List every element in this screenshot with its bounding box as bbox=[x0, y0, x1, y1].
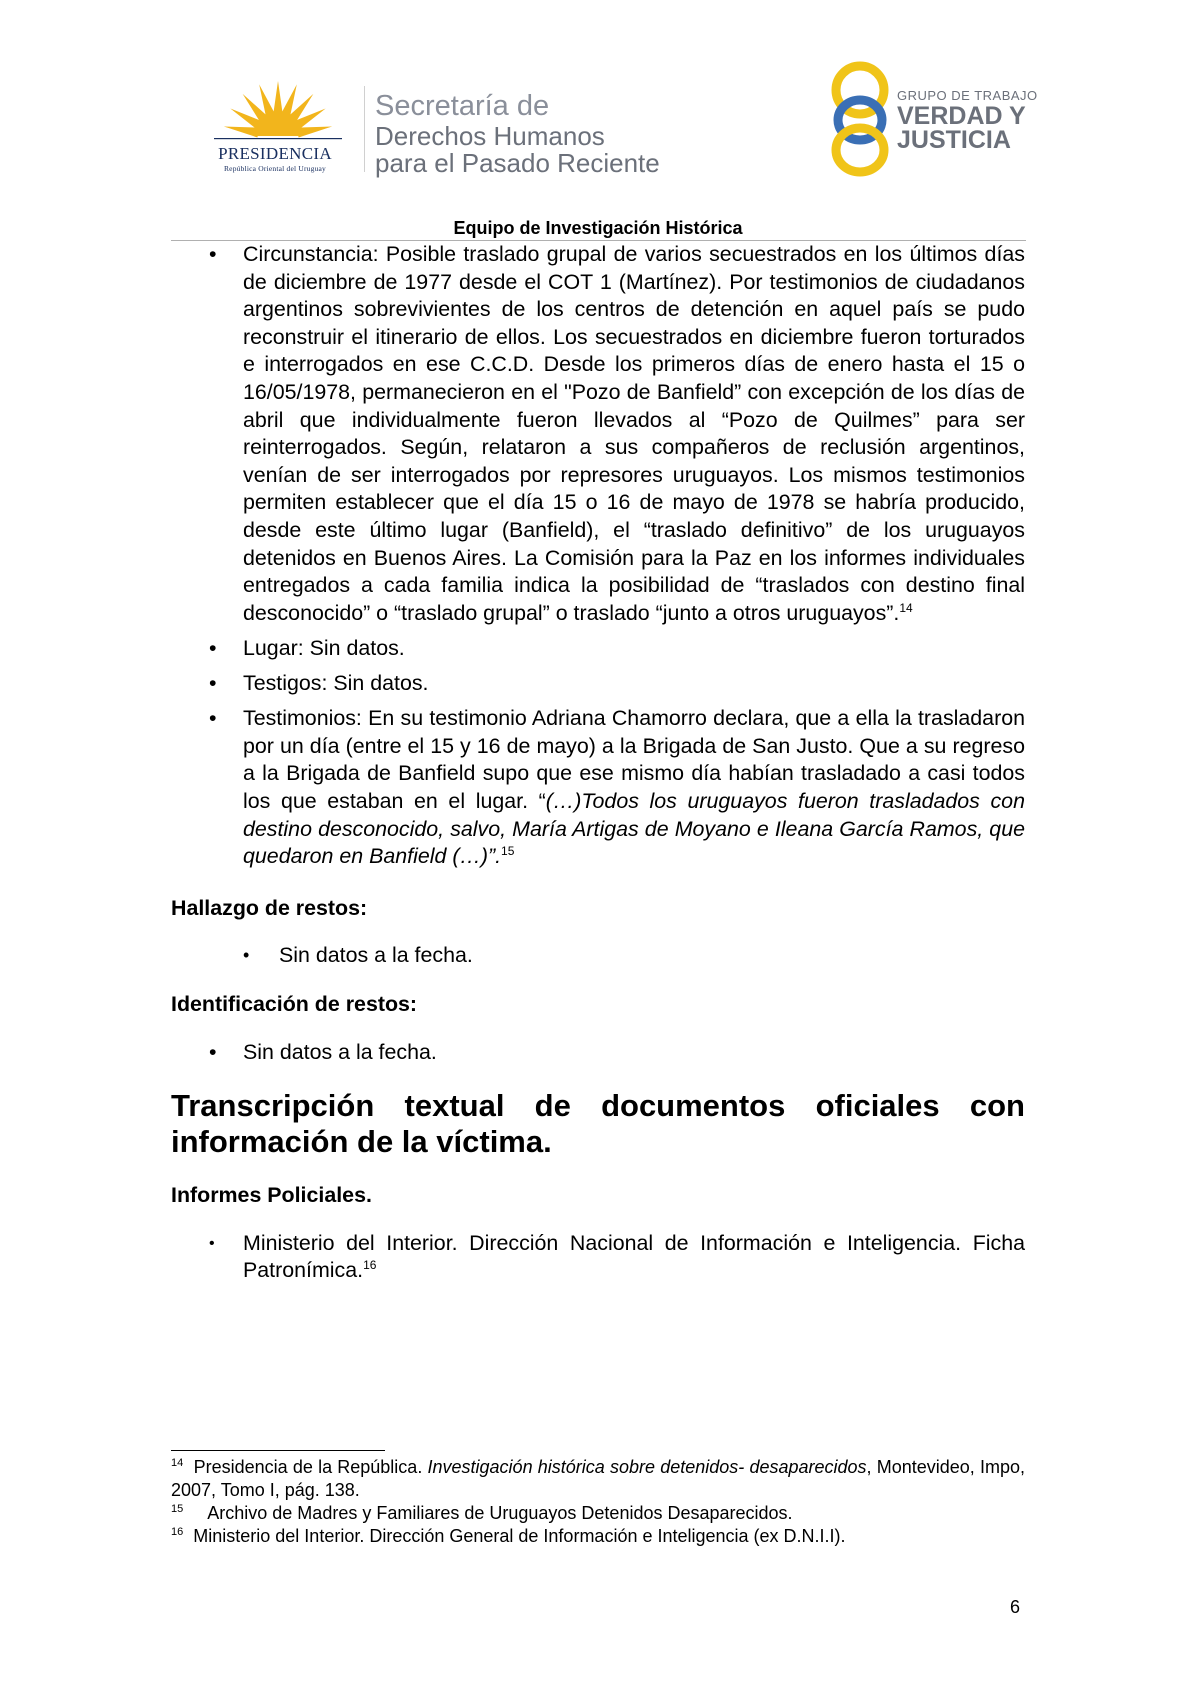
footnote-ref-15: 15 bbox=[501, 844, 515, 859]
footnote-15 bbox=[171, 1502, 1025, 1525]
lugar-text: Lugar: Sin datos. bbox=[243, 635, 405, 660]
transcripcion-heading: Transcripción textual de documentos oficiales con información de la víctima. bbox=[171, 1088, 1025, 1160]
bullet: • bbox=[209, 671, 217, 696]
hallazgo-item bbox=[171, 942, 1025, 970]
grupo-trabajo-label: GRUPO DE TRABAJO bbox=[897, 88, 1038, 103]
bullet: • bbox=[209, 635, 217, 660]
testimonios-quote: (…)Todos los uruguayos fueron trasladados con destino desconocido, salvo, María Artigas de Moyano e Ileana García Ramos, que quedaron en Banfield (…)”. bbox=[243, 789, 1025, 869]
footnote-14-text-a: Presidencia de la República. bbox=[193, 1457, 428, 1477]
list-item-testigos bbox=[171, 670, 1025, 698]
hallazgo-text: Sin datos a la fecha. bbox=[279, 943, 473, 968]
footnote-14 bbox=[171, 1456, 1025, 1502]
hallazgo-heading: Hallazgo de restos: bbox=[171, 895, 368, 920]
bullet: • bbox=[209, 706, 217, 731]
identificacion-item bbox=[171, 1039, 1025, 1067]
page-header bbox=[0, 0, 1190, 215]
logo-divider bbox=[364, 86, 365, 172]
testimonios-text: Testimonios: En su testimonio Adriana Chamorro declara, que a ella la trasladaron por un día (entre el 15 y 16 de mayo) a la Brigada de San Justo. Que a su regreso a la Brigada de Banfield supo que ese mismo día habían trasladado a casi todos los que estaban en el lugar. “ bbox=[243, 706, 1025, 814]
bullet: • bbox=[209, 1234, 215, 1252]
justicia-label: JUSTICIA bbox=[897, 126, 1011, 154]
page-number: 6 bbox=[1010, 1597, 1021, 1617]
chain-links-logo bbox=[820, 58, 900, 178]
footnote-ref-16: 16 bbox=[363, 1258, 377, 1273]
bullet: • bbox=[243, 945, 250, 966]
footnote-16-text: Ministerio del Interior. Dirección General de Información e Inteligencia (ex D.N.I.I). bbox=[193, 1526, 846, 1546]
footnote-14-number: 14 bbox=[171, 1457, 184, 1469]
informes-heading: Informes Policiales. bbox=[171, 1183, 372, 1208]
page-body bbox=[171, 241, 1025, 1285]
footnote-15-text: Archivo de Madres y Familiares de Uruguayos Detenidos Desaparecidos. bbox=[207, 1503, 793, 1523]
informes-item bbox=[171, 1230, 1025, 1285]
testigos-text: Testigos: Sin datos. bbox=[243, 671, 429, 696]
team-title: Equipo de Investigación Histórica bbox=[453, 218, 743, 238]
presidencia-wordmark: PRESIDENCIA bbox=[218, 144, 332, 163]
verdad-label: VERDAD Y bbox=[897, 102, 1026, 130]
footnote-separator bbox=[171, 1450, 385, 1451]
footnote-16 bbox=[171, 1525, 1025, 1548]
footnotes bbox=[171, 1456, 1025, 1548]
bullet: • bbox=[209, 1039, 217, 1064]
bullet: • bbox=[209, 242, 217, 266]
identificacion-text: Sin datos a la fecha. bbox=[243, 1039, 437, 1064]
footnote-16-number: 16 bbox=[171, 1526, 184, 1538]
footnote-ref-14: 14 bbox=[899, 600, 913, 615]
circunstancia-text: Circunstancia: Posible traslado grupal de varios secuestrados en los últimos días de diciembre de 1977 desde el COT 1 (Martínez). Por testimonios de ciudadanos argentinos sobrevivientes de los centros de detención en aquel país se pudo reconstruir el itinerario de ellos. Los secuestrados en diciembre fueron torturados e interrogados en ese C.C.D. Desde los primeros días de enero hasta el 15 o 16/05/1978, permanecieron en el "Pozo de Banfield” con excepción de los días de abril que individualmente fueron llevados al “Pozo de Quilmes” para ser reinterrogados. Según, relataron a sus compañeros de reclusión argentinos, venían de ser interrogados por represores uruguayos. Los mismos testimonios permiten establecer que el día 15 o 16 de mayo de 1978 se habría producido, desde este último lugar (Banfield), el “traslado definitivo” de los uruguayos detenidos en Buenos Aires. La Comisión para la Paz en los informes individuales entregados a cada familia indica la posibilidad de “traslados con destino final desconocido” o “traslado grupal” o traslado “junto a otros uruguayos”. bbox=[243, 242, 1025, 625]
footnote-14-text-b: , Montevideo, Impo, 2007, Tomo I, pág. 138. bbox=[171, 1457, 1025, 1500]
secretaria-line-2: Derechos Humanos bbox=[375, 121, 605, 151]
list-item-lugar bbox=[171, 635, 1025, 663]
list-item-testimonios bbox=[171, 705, 1025, 871]
list-item-circunstancia bbox=[171, 241, 1025, 627]
secretaria-line-1: Secretaría de bbox=[375, 90, 550, 122]
secretaria-line-3: para el Pasado Reciente bbox=[375, 148, 660, 178]
footnote-15-number: 15 bbox=[171, 1503, 184, 1515]
footnote-14-title: Investigación histórica sobre detenidos- desaparecidos bbox=[427, 1457, 867, 1477]
informes-text: Ministerio del Interior. Dirección Nacional de Información e Inteligencia. Ficha Patronímica. bbox=[243, 1230, 1025, 1283]
presidencia-subtitle: República Oriental del Uruguay bbox=[223, 164, 326, 173]
identificacion-heading: Identificación de restos: bbox=[171, 992, 418, 1017]
